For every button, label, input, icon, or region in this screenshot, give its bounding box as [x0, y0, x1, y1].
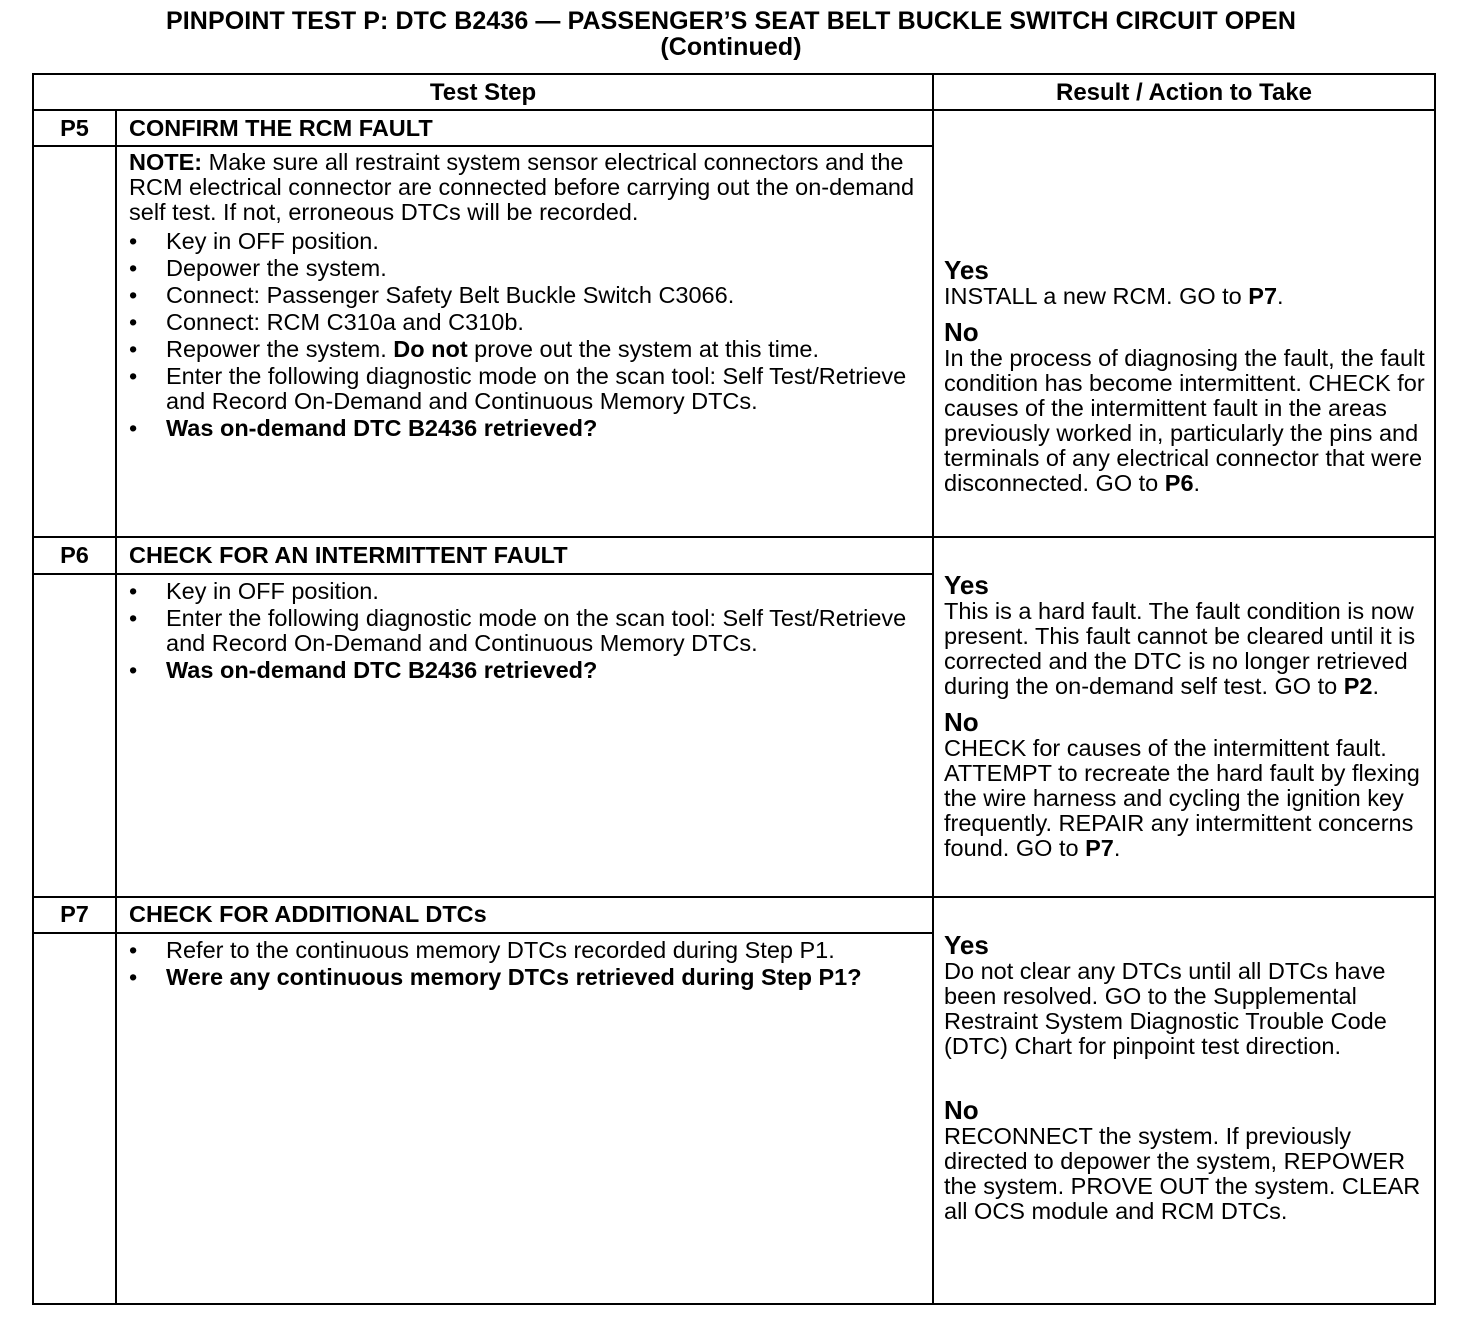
yes-step-ref: P7 [1248, 283, 1278, 310]
table-header-row [33, 74, 1435, 110]
result-no-p7 [944, 1094, 1428, 1224]
bullet-icon: • [129, 363, 138, 390]
step-body-p7 [116, 933, 933, 1304]
list-item [129, 965, 920, 990]
step-body-p5 [116, 146, 933, 537]
list-item-text: Connect: Passenger Safety Belt Buckle Switch C3066. [166, 282, 735, 309]
yes-text: Do not clear any DTCs until all DTCs have been resolved. GO to the Supplemental Restraint System Diagnostic Trouble Code (DTC) Chart for pinpoint test direction. [944, 957, 1387, 1059]
page-title [0, 8, 1462, 60]
list-item [129, 606, 920, 656]
list-item-text: Repower the system. [166, 336, 394, 363]
step-id-p6: P6 [33, 537, 116, 573]
no-text: RECONNECT the system. If previously directed to depower the system, REPOWER the system. PROVE OUT the system. CLEAR all OCS module and RCM DTCs. [944, 1122, 1421, 1224]
bullet-icon: • [129, 336, 138, 363]
yes-label: Yes [944, 255, 989, 286]
bullet-icon: • [129, 656, 138, 683]
yes-text: INSTALL a new RCM. GO to [944, 283, 1249, 310]
yes-end: . [1277, 283, 1284, 310]
list-item-text: Connect: RCM C310a and C310b. [166, 309, 524, 336]
step-title-row-p7 [33, 897, 1435, 933]
result-yes-p7 [944, 929, 1428, 1059]
question-text: Were any continuous memory DTCs retrieved during Step P1? [166, 963, 862, 990]
pinpoint-test-table [32, 73, 1436, 1305]
result-cell-p6 [933, 537, 1435, 896]
result-yes-p5 [944, 257, 1428, 309]
bullet-icon: • [129, 577, 138, 604]
note-text: Make sure all restraint system sensor electrical connectors and the RCM electrical connector are connected before carrying out the on-demand self test. If not, erroneous DTCs will be recorded. [129, 149, 915, 226]
no-end: . [1113, 835, 1121, 862]
result-cell-p7 [933, 897, 1435, 1304]
list-item [129, 416, 920, 441]
step-id-spacer [33, 574, 116, 897]
bullet-icon: • [129, 282, 138, 309]
yes-step-ref: P2 [1343, 673, 1373, 700]
yes-label: Yes [944, 929, 989, 960]
header-result-action: Result / Action to Take [933, 74, 1435, 110]
no-label: No [944, 707, 979, 738]
step-id-spacer [33, 146, 116, 537]
list-item [129, 364, 920, 414]
page-title-line-1: PINPOINT TEST P: DTC B2436 — PASSENGER’S SEAT BELT BUCKLE SWITCH CIRCUIT OPEN [165, 7, 1297, 35]
bullet-icon: • [129, 228, 138, 255]
no-text: In the process of diagnosing the fault, the fault condition has become intermittent. CHECK for causes of the intermittent fault in the areas previously worked in, particularly the pins and terminals of any electrical connector that were disconnected. GO to [944, 345, 1425, 497]
bullet-icon: • [129, 309, 138, 336]
no-label: No [944, 317, 979, 348]
step-body-p6 [116, 574, 933, 897]
step-id-p7: P7 [33, 897, 116, 933]
list-item-text: Key in OFF position. [166, 228, 379, 255]
note-paragraph [129, 150, 920, 225]
result-cell-p5 [933, 110, 1435, 537]
question-text: Was on-demand DTC B2436 retrieved? [166, 415, 598, 442]
result-no-p5 [944, 319, 1428, 496]
bullet-list-p6 [129, 579, 920, 683]
no-label: No [944, 1094, 979, 1125]
bullet-list-p5 [129, 229, 920, 441]
bullet-list-p7 [129, 938, 920, 990]
list-item [129, 283, 920, 308]
no-text: CHECK for causes of the intermittent fault. ATTEMPT to recreate the hard fault by flexing the wire harness and cycling the ignition key frequently. REPAIR any intermittent concerns found. GO to [944, 735, 1420, 862]
no-step-ref: P7 [1085, 835, 1114, 862]
bullet-icon: • [129, 604, 138, 631]
yes-end: . [1372, 673, 1379, 700]
step-title-p6: CHECK FOR AN INTERMITTENT FAULT [116, 537, 933, 573]
list-item-text: prove out the system at this time. [467, 336, 819, 363]
no-step-ref: P6 [1164, 470, 1194, 497]
bullet-icon: • [129, 415, 138, 442]
no-end: . [1193, 470, 1201, 497]
list-item [129, 658, 920, 683]
page-title-line-2: (Continued) [660, 33, 802, 61]
list-item [129, 337, 920, 362]
step-id-p5: P5 [33, 110, 116, 146]
step-id-spacer [33, 933, 116, 1304]
step-title-row-p5 [33, 110, 1435, 146]
step-title-row-p6 [33, 537, 1435, 573]
note-label: NOTE: [129, 149, 203, 176]
question-text: Was on-demand DTC B2436 retrieved? [166, 656, 598, 683]
list-item [129, 229, 920, 254]
bullet-icon: • [129, 936, 138, 963]
yes-text: This is a hard fault. The fault condition is now present. This fault cannot be cleared until it is corrected and the DTC is no longer retrieved during the on-demand self test. GO to [944, 598, 1416, 700]
list-item-text: Enter the following diagnostic mode on the scan tool: Self Test/Retrieve and Record On-Demand and Continuous Memory DTCs. [166, 604, 907, 656]
result-no-p6 [944, 709, 1428, 861]
list-item-text: Key in OFF position. [166, 577, 379, 604]
list-item [129, 938, 920, 963]
bullet-icon: • [129, 255, 138, 282]
list-item-text: Depower the system. [166, 255, 387, 282]
header-test-step: Test Step [33, 74, 933, 110]
list-item [129, 256, 920, 281]
list-item-text: Refer to the continuous memory DTCs recorded during Step P1. [166, 936, 835, 963]
bullet-icon: • [129, 963, 138, 990]
list-item [129, 579, 920, 604]
list-item [129, 310, 920, 335]
list-item-text: Enter the following diagnostic mode on the scan tool: Self Test/Retrieve and Record On-Demand and Continuous Memory DTCs. [166, 363, 907, 415]
result-yes-p6 [944, 572, 1428, 699]
yes-label: Yes [944, 570, 989, 601]
step-title-p5: CONFIRM THE RCM FAULT [116, 110, 933, 146]
step-title-p7: CHECK FOR ADDITIONAL DTCs [116, 897, 933, 933]
emphasis-text: Do not [393, 336, 468, 363]
